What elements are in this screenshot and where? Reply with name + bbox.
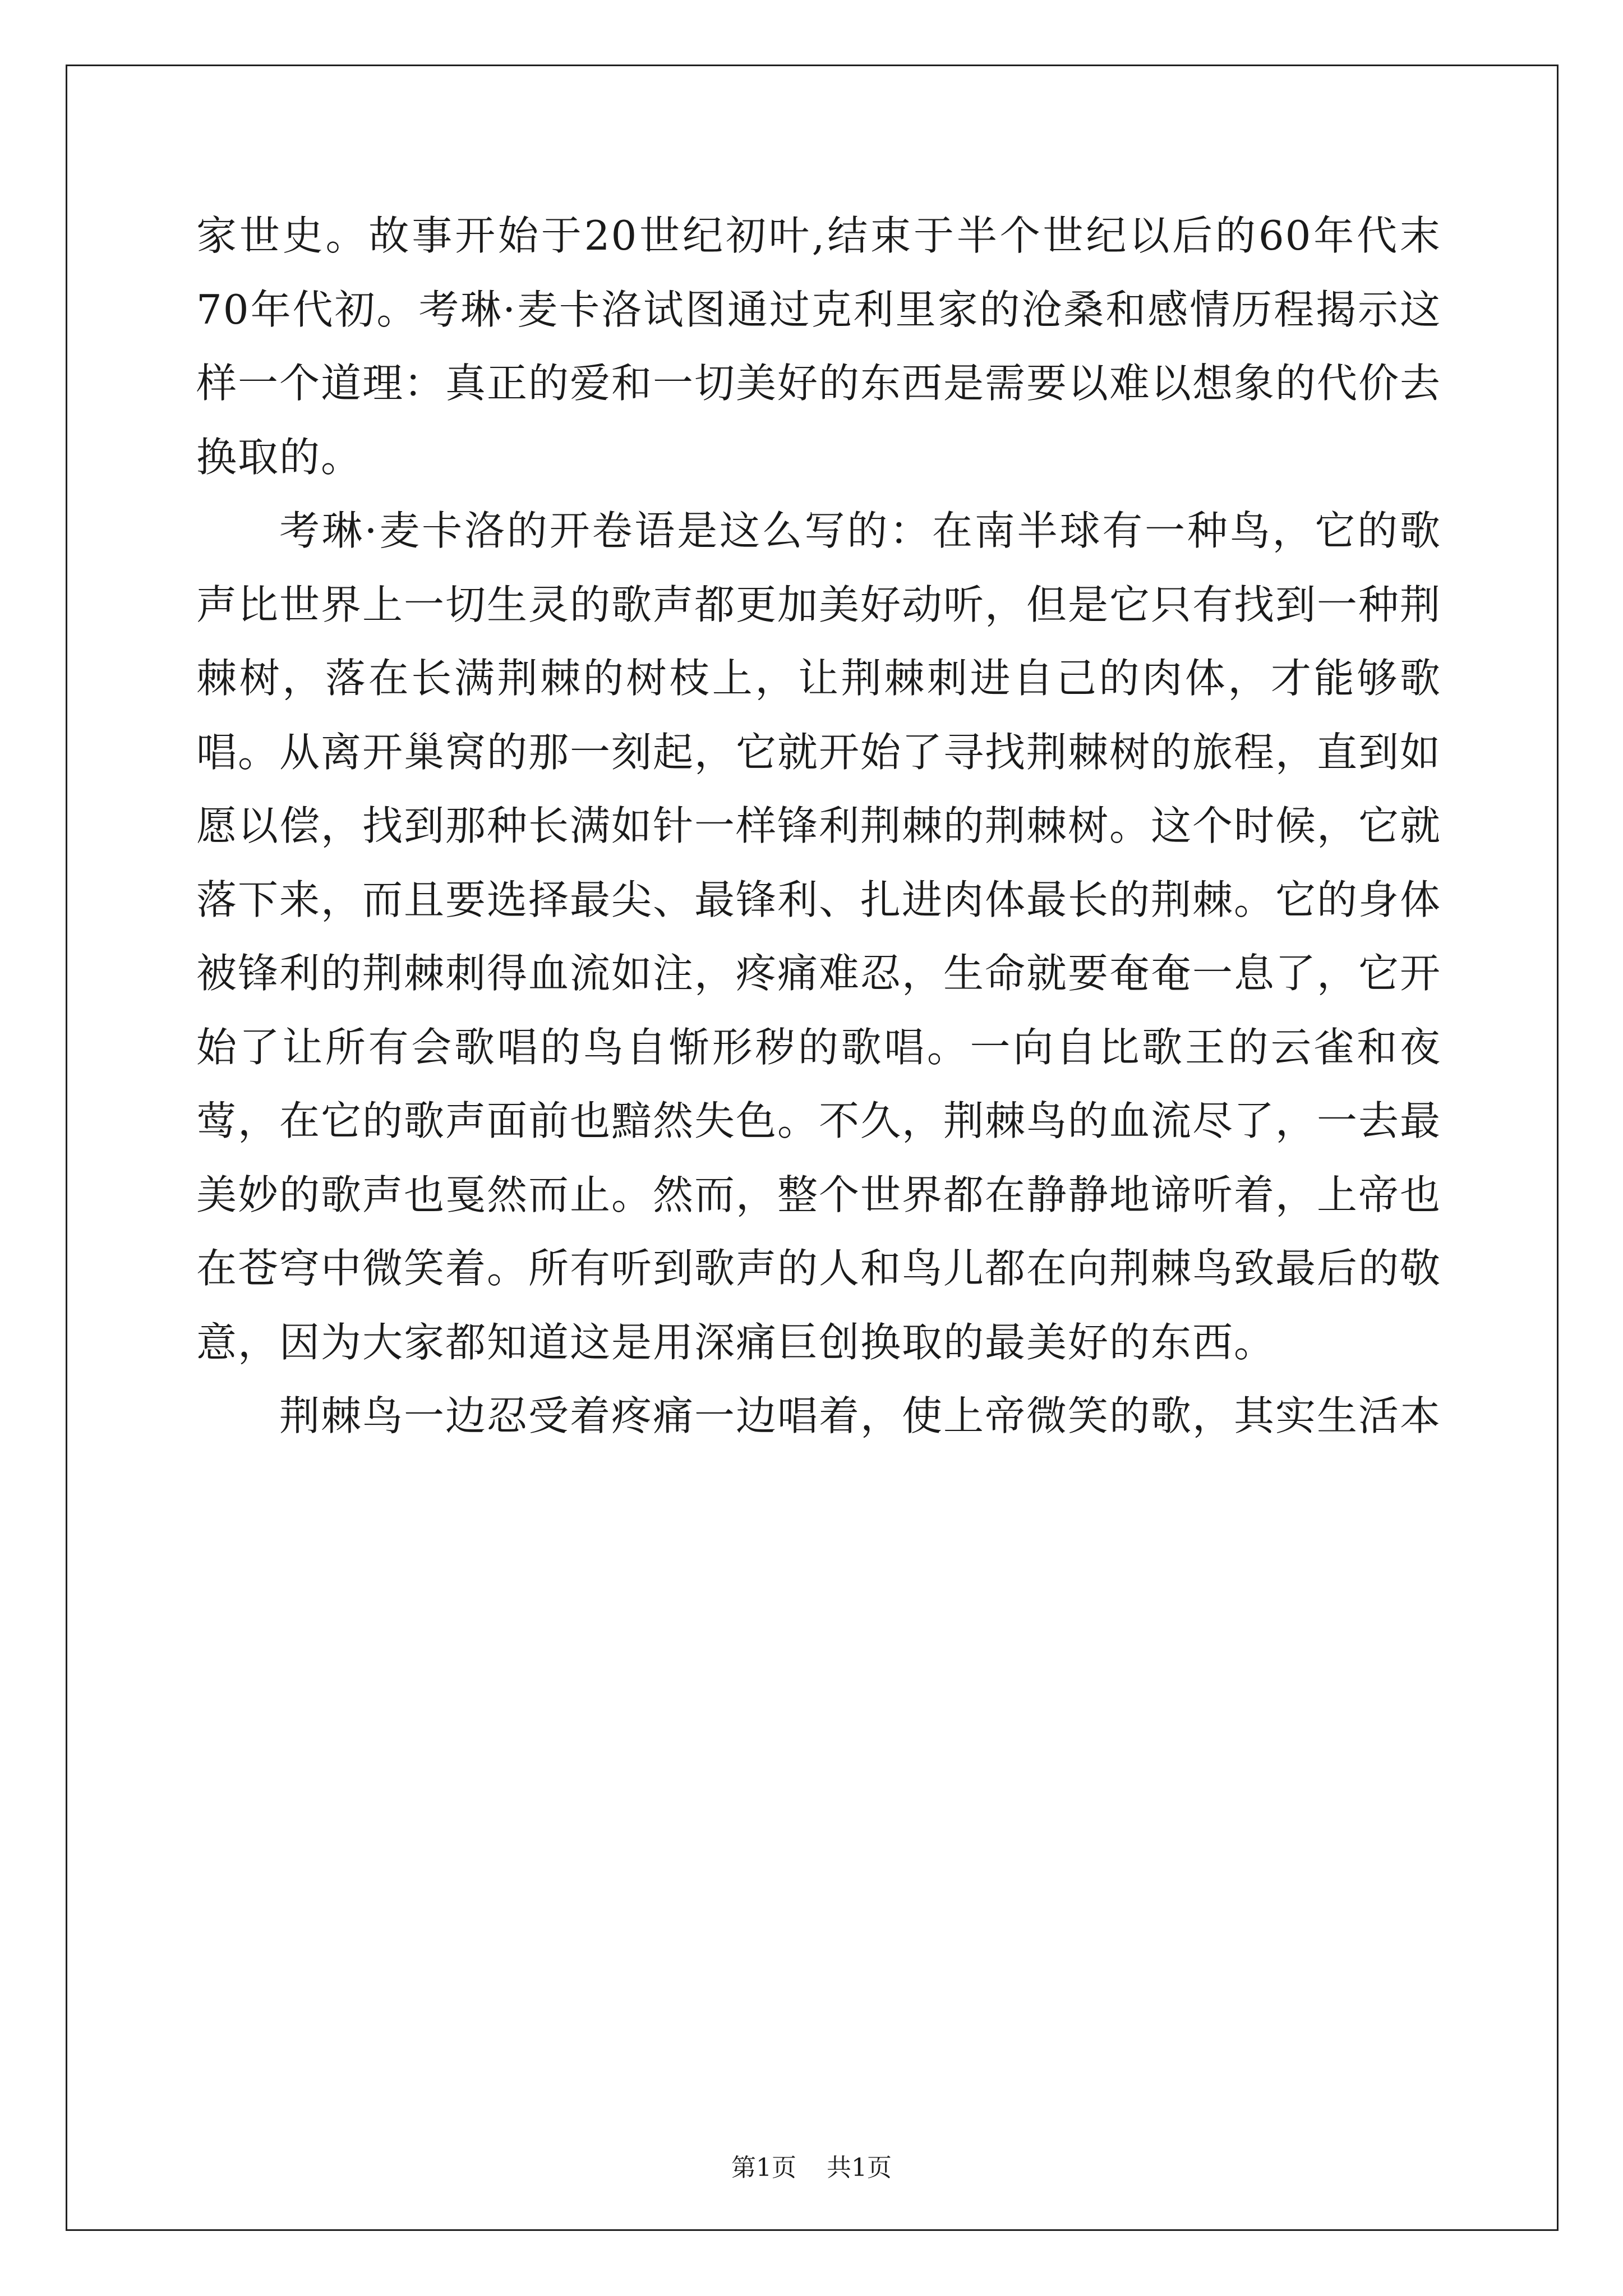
paragraph-2: 考琳·麦卡洛的开卷语是这么写的：在南半球有一种鸟，它的歌声比世界上一切生灵的歌声都更加美好动听，但是它只有找到一种荆棘树，落在长满荆棘的树枝上，让荆棘刺进自己的肉体，才能够歌唱。从离开巢窝的那一刻起，它就开始了寻找荆棘树的旅程，直到如愿以偿，找到那种长满如针一样锋利荆棘的荆棘树。这个时候，它就落下来，而且要选择最尖、最锋利、扎进肉体最长的荆棘。它的身体被锋利的荆棘刺得血流如注，疼痛难忍，生命就要奄奄一息了，它开始了让所有会歌唱的鸟自惭形秽的歌唱。一向自比歌王的云雀和夜莺，在它的歌声面前也黯然失色。不久，荆棘鸟的血流尽了，一去最美妙的歌声也戛然而止。然而，整个世界都在静静地谛听着，上帝也在苍穹中微笑着。所有听到歌声的人和鸟儿都在向荆棘鸟致最后的敬意，因为大家都知道这是用深痛巨创换取的最美好的东西。: [196, 507, 1442, 1366]
page-footer: [0, 2151, 1623, 2185]
page-number: 第1页: [731, 2154, 796, 2182]
paragraph-3: 荆棘鸟一边忍受着疼痛一边唱着，使上帝微笑的歌，其实生活本: [279, 1392, 1442, 1439]
document-body: [196, 199, 1441, 1453]
page-total: 共1页: [827, 2154, 892, 2182]
paragraph-1: 家世史。故事开始于20世纪初叶,结束于半个世纪以后的60年代末70年代初。考琳·麦卡洛试图通过克利里家的沧桑和感情历程揭示这样一个道理：真正的爱和一切美好的东西是需要以难以想象的代价去换取的。: [196, 212, 1442, 481]
